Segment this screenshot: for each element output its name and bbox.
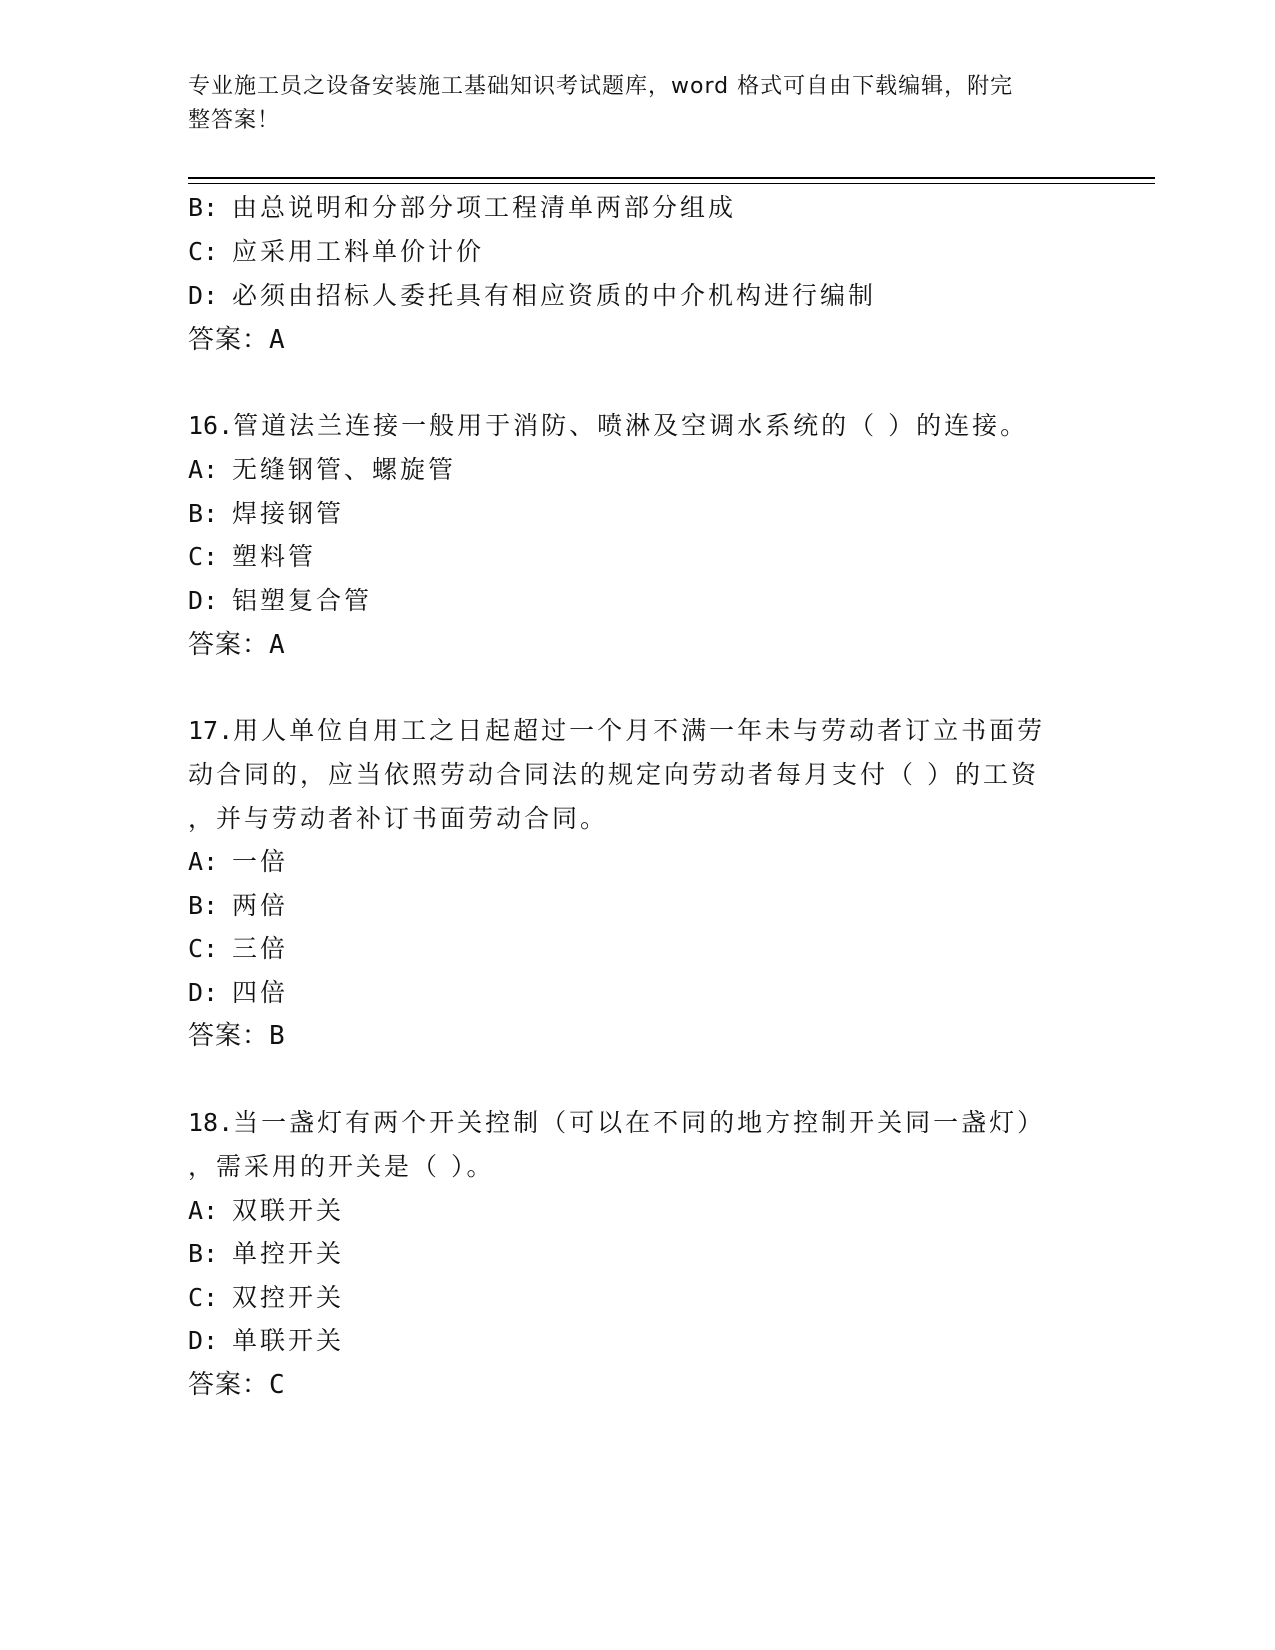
header-line-2: 整答案！ xyxy=(188,108,281,133)
question-text: 当一盏灯有两个开关控制（可以在不同的地方控制开关同一盏灯） xyxy=(233,1108,1046,1137)
question-text: 管道法兰连接一般用于消防、喷淋及空调水系统的（ ）的连接。 xyxy=(233,411,1029,440)
q17-stem-line-3: ，并与劳动者补订书面劳动合同。 xyxy=(188,804,609,833)
option-text: 由总说明和分部分项工程清单两部分组成 xyxy=(232,193,737,222)
header-line-1: 专业施工员之设备安装施工基础知识考试题库，word 格式可自由下载编辑，附完 xyxy=(188,74,1014,99)
option-letter: B: xyxy=(188,891,219,920)
q17-option-b xyxy=(188,890,288,922)
option-text: 铝塑复合管 xyxy=(232,586,373,615)
option-letter: D: xyxy=(188,1326,219,1355)
option-text: 无缝钢管、螺旋管 xyxy=(232,455,457,484)
answer-label: 答案： xyxy=(188,630,270,660)
option-text: 双控开关 xyxy=(232,1283,345,1312)
option-text: 四倍 xyxy=(232,978,289,1007)
q15-option-c xyxy=(188,236,484,268)
page-header xyxy=(188,70,1068,138)
q17-stem-line-2: 动合同的，应当依照劳动合同法的规定向劳动者每月支付（ ）的工资 xyxy=(188,760,1039,789)
q17-option-d xyxy=(188,977,288,1009)
q16-option-a xyxy=(188,454,456,486)
option-text: 焊接钢管 xyxy=(232,499,345,528)
option-letter: D: xyxy=(188,978,219,1007)
q17-answer xyxy=(188,1020,286,1052)
q16-answer xyxy=(188,629,286,661)
q16-option-b xyxy=(188,498,344,530)
q15-option-d xyxy=(188,280,876,312)
question-number: 16. xyxy=(188,411,234,440)
option-text: 三倍 xyxy=(232,934,289,963)
question-number: 18. xyxy=(188,1108,234,1137)
q18-option-a xyxy=(188,1195,344,1227)
option-text: 双联开关 xyxy=(232,1196,345,1225)
option-letter: A: xyxy=(188,1196,219,1225)
q16-option-c xyxy=(188,541,316,573)
answer-value: A xyxy=(269,325,286,355)
q17-option-a xyxy=(188,846,288,878)
answer-value: A xyxy=(269,630,286,660)
option-text: 两倍 xyxy=(232,891,289,920)
q18-option-c xyxy=(188,1282,344,1314)
q16-stem xyxy=(188,410,1028,442)
q15-option-b xyxy=(188,192,736,224)
question-text: 用人单位自用工之日起超过一个月不满一年未与劳动者订立书面劳 xyxy=(233,716,1046,745)
option-text: 必须由招标人委托具有相应资质的中介机构进行编制 xyxy=(232,281,877,310)
option-letter: C: xyxy=(188,1283,219,1312)
answer-label: 答案： xyxy=(188,325,270,355)
option-letter: C: xyxy=(188,542,219,571)
option-letter: B: xyxy=(188,1239,219,1268)
answer-label: 答案： xyxy=(188,1370,270,1400)
option-letter: C: xyxy=(188,237,219,266)
option-letter: D: xyxy=(188,281,219,310)
option-text: 应采用工料单价计价 xyxy=(232,237,485,266)
option-letter: D: xyxy=(188,586,219,615)
q18-stem-line-2: ，需采用的开关是（ ）。 xyxy=(188,1152,495,1181)
option-letter: A: xyxy=(188,847,219,876)
q17-stem-line-1 xyxy=(188,715,1045,747)
answer-label: 答案： xyxy=(188,1021,270,1051)
q17-option-c xyxy=(188,933,288,965)
q18-option-b xyxy=(188,1238,344,1270)
header-divider-thin xyxy=(188,183,1155,184)
header-divider-thick xyxy=(188,177,1155,179)
option-text: 塑料管 xyxy=(232,542,317,571)
option-text: 单控开关 xyxy=(232,1239,345,1268)
q18-stem-line-1 xyxy=(188,1107,1045,1139)
q16-option-d xyxy=(188,585,372,617)
q15-answer xyxy=(188,324,286,356)
option-letter: C: xyxy=(188,934,219,963)
option-letter: A: xyxy=(188,455,219,484)
answer-value: B xyxy=(269,1021,286,1051)
option-letter: B: xyxy=(188,499,219,528)
q18-answer xyxy=(188,1369,286,1401)
q18-option-d xyxy=(188,1325,344,1357)
option-text: 单联开关 xyxy=(232,1326,345,1355)
answer-value: C xyxy=(269,1370,286,1400)
option-text: 一倍 xyxy=(232,847,289,876)
question-number: 17. xyxy=(188,716,234,745)
option-letter: B: xyxy=(188,193,219,222)
